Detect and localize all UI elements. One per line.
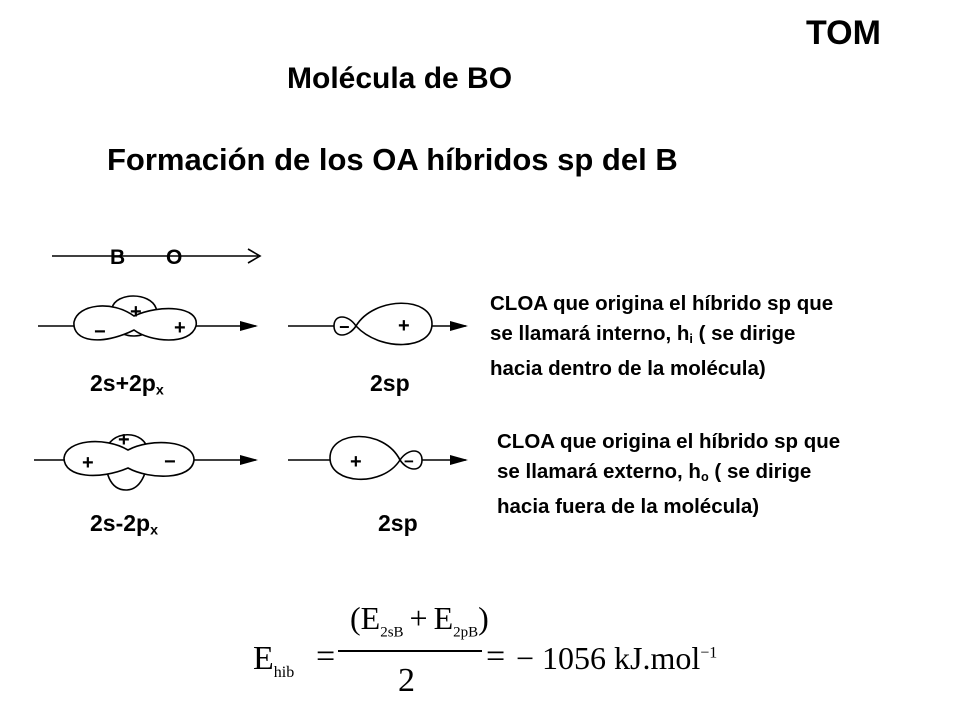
equation-denominator: 2	[398, 662, 415, 699]
sign-minus: −	[404, 452, 414, 471]
molecular-axis-arrow	[52, 249, 260, 263]
label-2sp-external: 2sp	[378, 510, 418, 536]
sign-plus: +	[398, 315, 410, 337]
axis-atom-o: O	[166, 246, 183, 269]
description-line: CLOA que origina el híbrido sp que	[497, 430, 841, 453]
orbital-combination-2s-minus-2px	[34, 435, 258, 490]
equation-equals-1: =	[316, 638, 336, 675]
sign-minus: −	[164, 451, 176, 473]
paren-open: (	[350, 600, 361, 636]
description-line: se llamará externo, $h_o$ ( se dirige	[497, 460, 812, 485]
axis-atom-b: B	[110, 246, 126, 269]
external-hybrid-description	[497, 427, 840, 522]
description-line: se llamará interno, $h_i$ ( se dirige	[490, 322, 796, 347]
fraction-bar	[338, 650, 482, 652]
equation-lhs: $E_{hib}$	[253, 640, 295, 681]
internal-hybrid-description	[490, 289, 833, 384]
label-2sp-internal: 2sp	[370, 370, 410, 396]
molecule-title: Molécula de BO	[287, 62, 513, 95]
hybrid-orbital-external	[288, 437, 468, 480]
orbital-combination-2s-plus-2px	[38, 296, 258, 340]
sign-plus: +	[174, 317, 186, 339]
sign-plus: +	[82, 452, 94, 474]
hybrid-orbital-internal	[288, 303, 468, 344]
label-2s-minus-2px: $2s-2p_x$	[90, 510, 159, 539]
description-line: hacia dentro de la molécula)	[490, 357, 766, 381]
sign-plus: +	[350, 451, 362, 473]
description-line: CLOA que origina el híbrido sp que	[490, 292, 834, 315]
equation-result: − 1056 kJ.mol$^{-1}$	[516, 640, 718, 676]
sign-plus: +	[130, 301, 142, 323]
sign-minus: −	[94, 321, 106, 343]
equation-equals-2: =	[486, 638, 506, 675]
sign-minus: −	[339, 317, 350, 337]
sign-plus: +	[118, 429, 130, 451]
section-title: Formación de los OA híbridos sp del B	[107, 142, 678, 177]
label-2s-plus-2px: $2s+2p_x$	[90, 370, 164, 399]
paren-close: )	[478, 600, 489, 636]
tom-tag: TOM	[806, 14, 881, 52]
equation-numerator: $(E_{2sB} + E_{2pB})$	[350, 600, 489, 641]
description-line: hacia fuera de la molécula)	[497, 495, 760, 519]
